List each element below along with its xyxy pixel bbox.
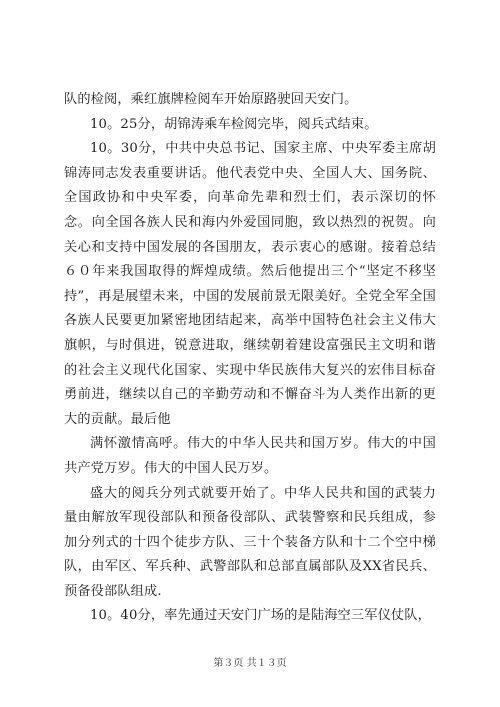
page-number-footer: 第３页 共１３页 bbox=[213, 658, 287, 669]
document-body bbox=[64, 88, 436, 629]
paragraph-review-end: 10。25分，胡锦涛乘车检阅完毕，阅兵式结束。 bbox=[90, 116, 378, 132]
paragraph-honor-guard: 10。40分，率先通过天安门广场的是陆海空三军仪仗队， bbox=[90, 608, 431, 624]
paragraph-cheers: 满怀激情高呼。伟大的中华人民共和国万岁。伟大的中国共产党万岁。伟大的中国人民万岁。 bbox=[64, 436, 436, 476]
paragraph-speech: 10。30分，中共中央总书记、国家主席、中央军委主席胡锦涛同志发表重要讲话。他代表党中央、全国人大、国务院、全国政协和中央军委，向革命先辈和烈士们，表示深切的怀念。向全国各族人民和海内外爱国同胞，致以热烈的祝贺。向关心和支持中国发展的各国朋友，表示衷心的感谢。接着总结６０年来我国取得的辉煌成绩。然后他提出三个“坚定不移坚持”，再是展望未来，中国的发展前景无限美好。全党全军全国各族人民要更加紧密地团结起来，高举中国特色社会主义伟大旗帜，与时俱进，锐意进取，继续朝着建设富强民主文明和谐的社会主义现代化国家、实现中华民族伟大复兴的宏伟目标奋勇前进，继续以自己的辛勤劳动和不懈奋斗为人类作出新的更大的贡献。最后他 bbox=[64, 141, 436, 427]
paragraph-continuation: 队的检阅，乘红旗牌检阅车开始原路驶回天安门。 bbox=[64, 92, 358, 107]
paragraph-parade-start: 盛大的阅兵分列式就要开始了。中华人民共和国的武装力量由解放军现役部队和预备役部队、武装警察和民兵组成，参加分列式的十四个徒步方队、三十个装备方队和十二个空中梯队，由军区、军兵种、武警部队和总部直属部队及XX省民兵、预备役部队组成. bbox=[64, 485, 436, 599]
